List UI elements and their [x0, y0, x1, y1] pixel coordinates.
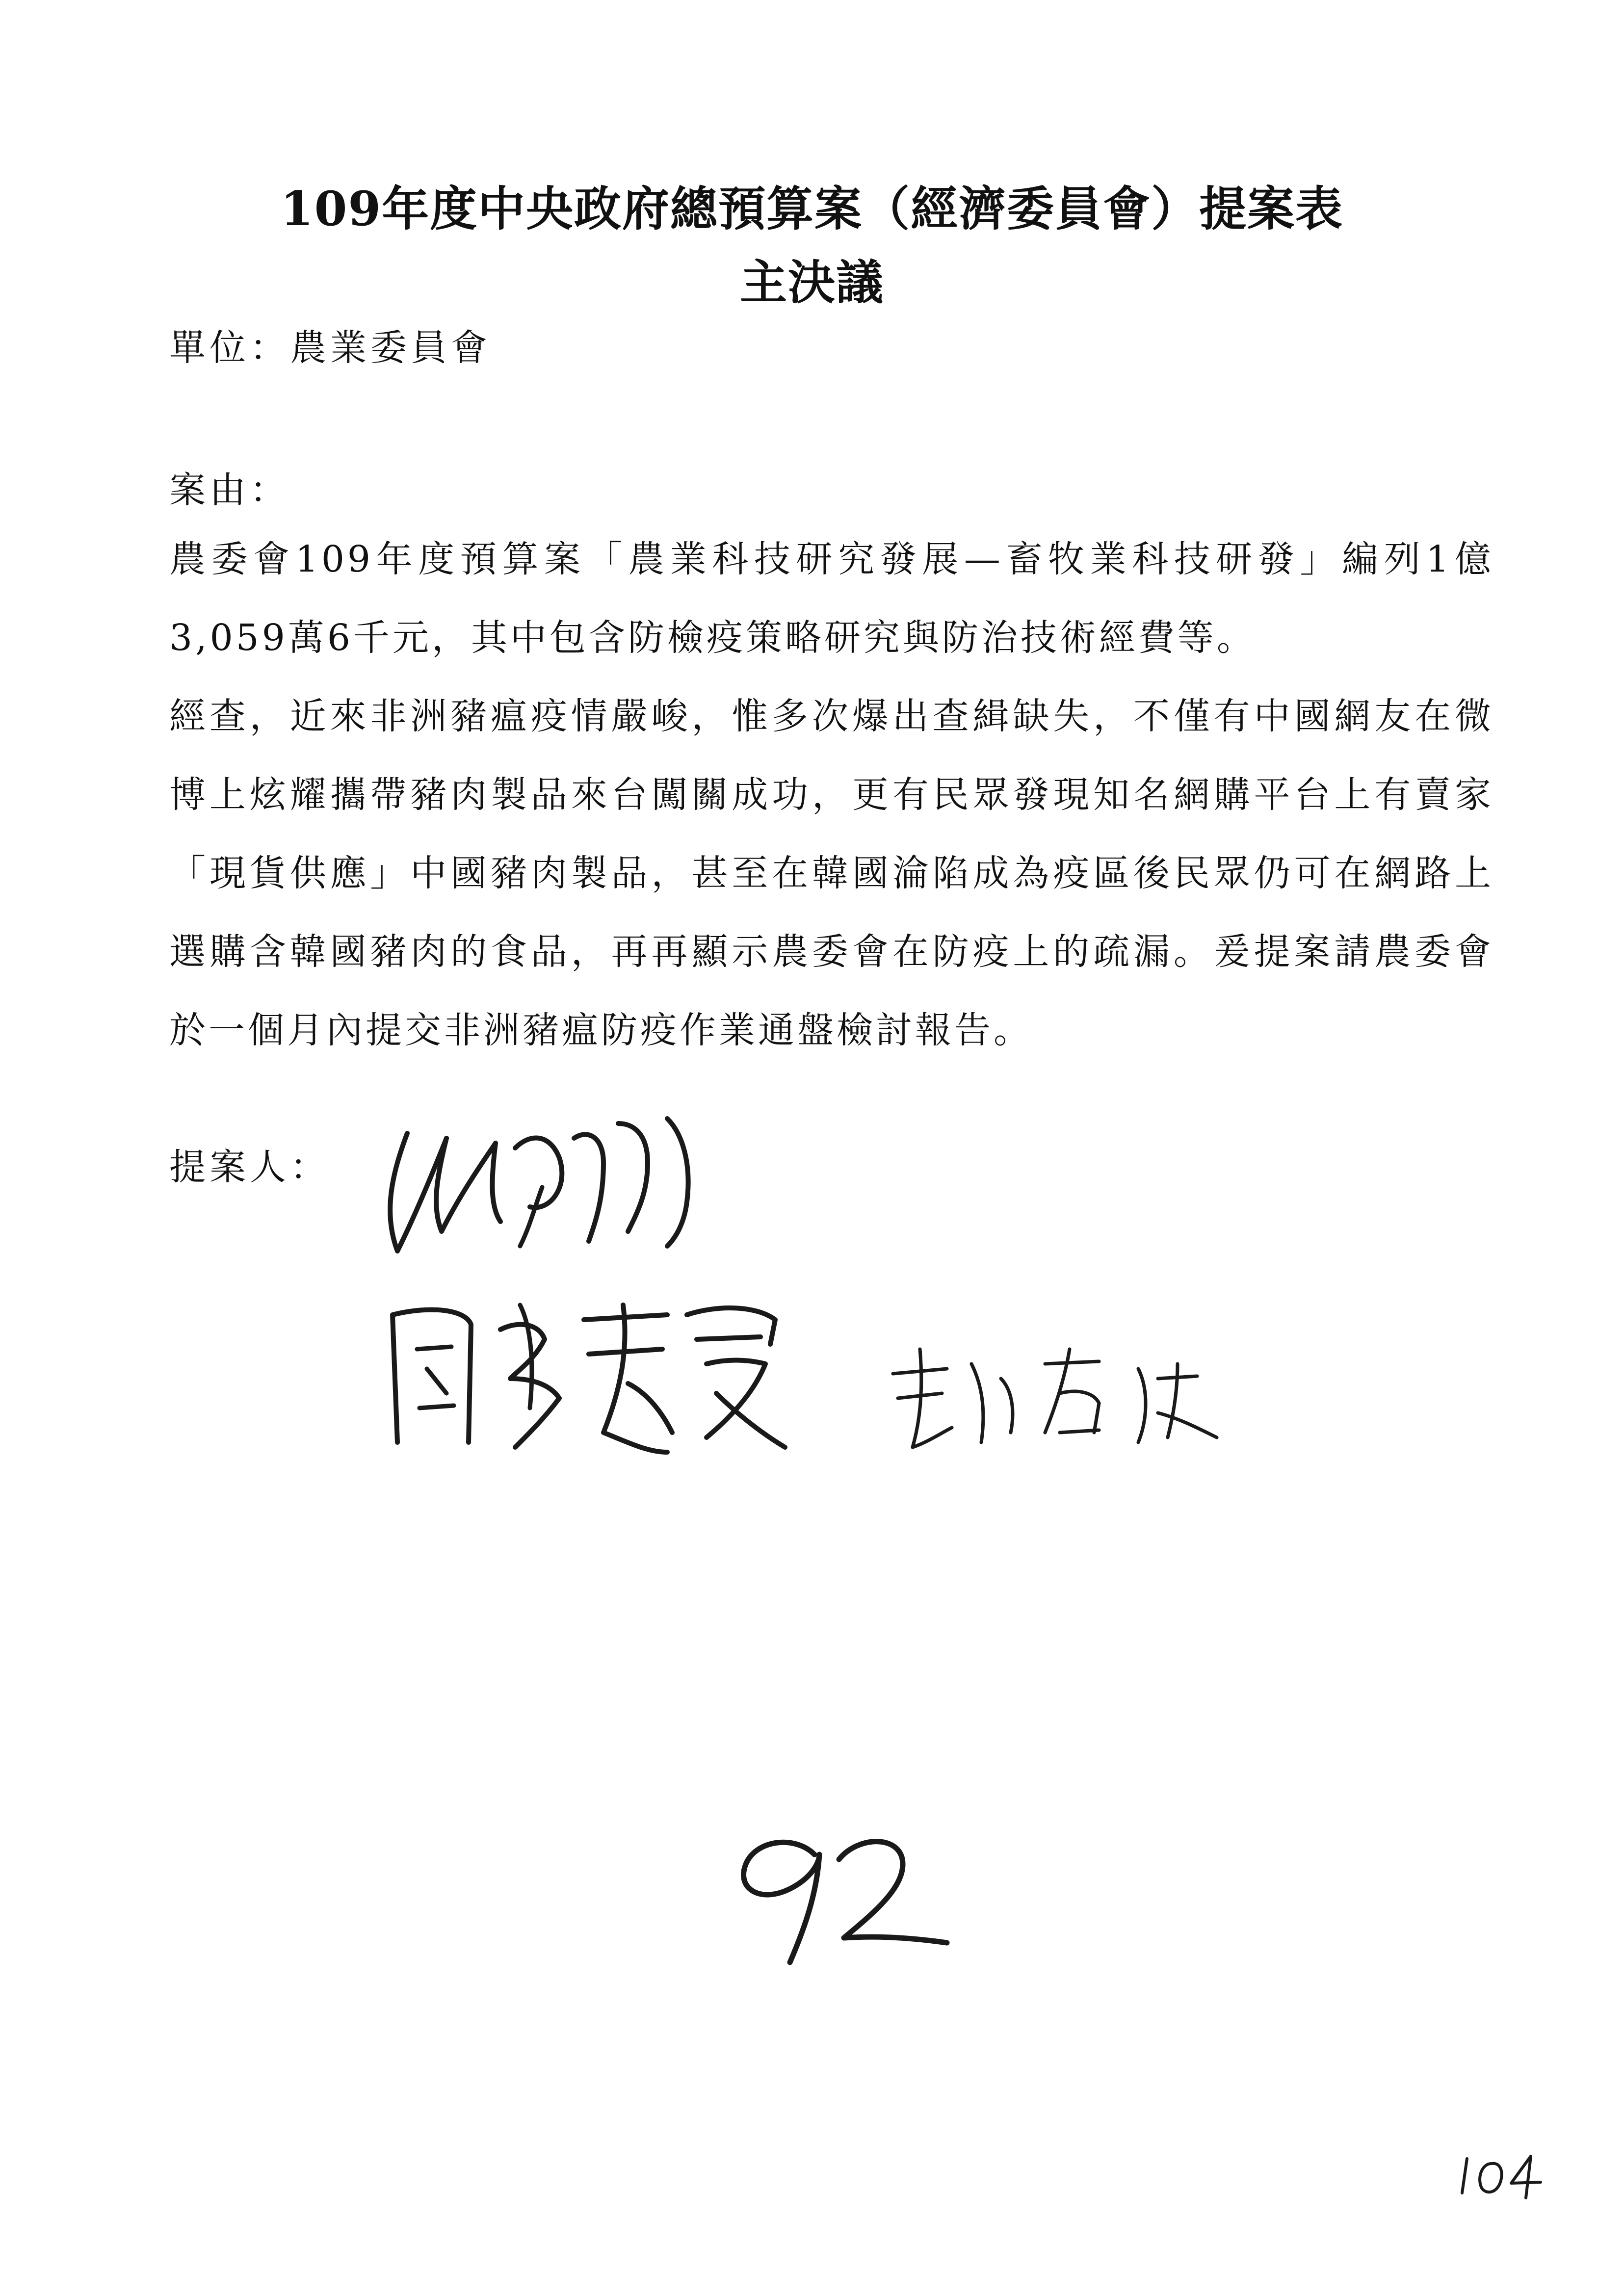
- proposer-label: 提案人：: [169, 1146, 330, 1188]
- signature-1: [373, 1104, 726, 1280]
- document-title: 109年度中央政府總預算案（經濟委員會）提案表: [280, 181, 1344, 236]
- signature-3: [883, 1334, 1236, 1462]
- reason-heading: 案由：: [169, 469, 290, 511]
- document-subtitle: 主決議: [740, 255, 884, 310]
- reason-paragraph-2: 經查，近來非洲豬瘟疫情嚴峻，惟多次爆出查緝缺失，不僅有中國網友在微博上炫耀攜帶豬肉製品來台闖關成功，更有民眾發現知名網購平台上有賣家「現貨供應」中國豬肉製品，甚至在韓國淪陷成為疫區後民眾仍可在網路上選購含韓國豬肉的食品，再再顯示農委會在防疫上的疏漏。爰提案請農委會於一個月內提交非洲豬瘟防疫作業通盤檢討報告。: [169, 695, 1494, 1051]
- signature-2: [373, 1285, 814, 1482]
- handwritten-page-number-104: [1452, 2149, 1550, 2203]
- handwritten-number-92: [716, 1815, 962, 1972]
- reason-paragraph-1: 農委會109年度預算案「農業科技研究發展—畜牧業科技研發」編列1億3,059萬6千元，其中包含防檢疫策略研究與防治技術經費等。: [169, 538, 1494, 659]
- unit-line: 單位：農業委員會: [169, 327, 491, 369]
